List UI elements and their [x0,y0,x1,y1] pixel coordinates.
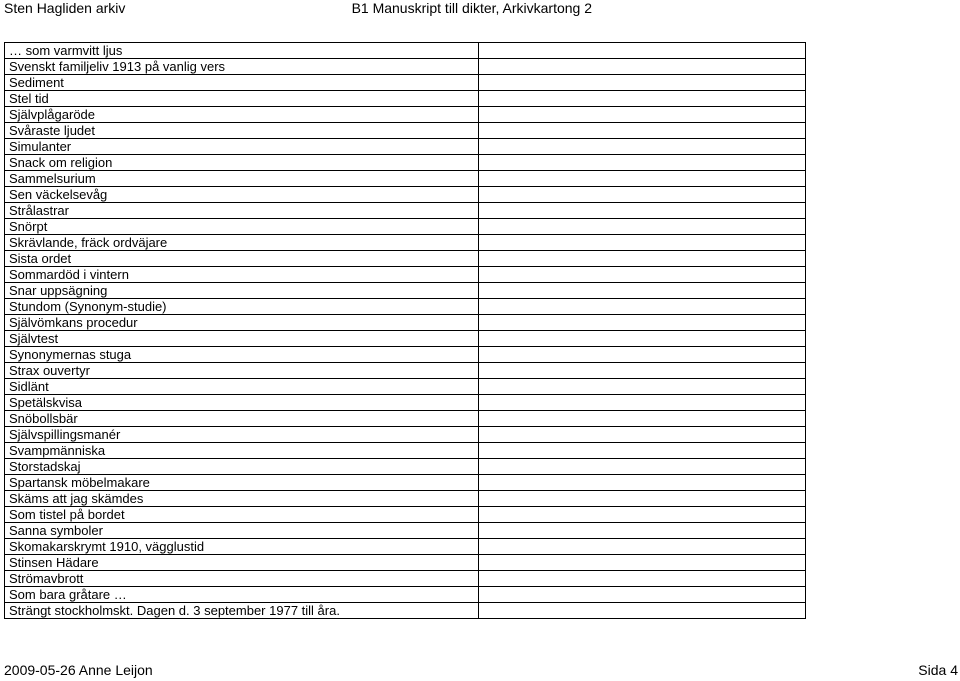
table-row [5,251,806,267]
empty-cell [479,171,806,187]
table-row [5,363,806,379]
table-row [5,395,806,411]
table-row [5,139,806,155]
manuscript-title: Snar uppsägning [5,283,479,299]
empty-cell [479,491,806,507]
table-row [5,459,806,475]
empty-cell [479,187,806,203]
table-row [5,59,806,75]
manuscript-title: Sommardöd i vintern [5,267,479,283]
empty-cell [479,267,806,283]
empty-cell [479,555,806,571]
table-row [5,235,806,251]
table-row [5,347,806,363]
empty-cell [479,107,806,123]
table-row [5,539,806,555]
empty-cell [479,443,806,459]
table-row [5,219,806,235]
manuscript-title: Strömavbrott [5,571,479,587]
empty-cell [479,43,806,59]
empty-cell [479,587,806,603]
manuscript-title: … som varmvitt ljus [5,43,479,59]
manuscript-title: Simulanter [5,139,479,155]
manuscript-title: Storstadskaj [5,459,479,475]
empty-cell [479,203,806,219]
table-row [5,75,806,91]
empty-cell [479,475,806,491]
empty-cell [479,523,806,539]
manuscript-title: Svåraste ljudet [5,123,479,139]
empty-cell [479,395,806,411]
manuscript-title: Sammelsurium [5,171,479,187]
empty-cell [479,459,806,475]
empty-cell [479,299,806,315]
footer-page-number: Sida 4 [918,662,958,678]
table-row [5,555,806,571]
empty-cell [479,251,806,267]
box-title: B1 Manuskript till dikter, Arkivkartong 2 [351,0,592,16]
footer-date-author: 2009-05-26 Anne Leijon [4,662,153,678]
archive-name: Sten Hagliden arkiv [4,0,126,16]
manuscript-table-body [5,43,806,619]
manuscript-title: Självtest [5,331,479,347]
manuscript-title: Självplågaröde [5,107,479,123]
empty-cell [479,219,806,235]
manuscript-title: Snöbollsbär [5,411,479,427]
manuscript-title: Stundom (Synonym-studie) [5,299,479,315]
manuscript-title: Sediment [5,75,479,91]
empty-cell [479,235,806,251]
manuscript-title: Snack om religion [5,155,479,171]
table-row [5,587,806,603]
empty-cell [479,571,806,587]
manuscript-title: Som bara gråtare … [5,587,479,603]
table-row [5,315,806,331]
table-row [5,571,806,587]
table-row [5,187,806,203]
table-row [5,443,806,459]
manuscript-title: Stinsen Hädare [5,555,479,571]
manuscript-title: Sidlänt [5,379,479,395]
table-row [5,91,806,107]
table-row [5,523,806,539]
manuscript-title: Sen väckelsevåg [5,187,479,203]
manuscript-title: Självömkans procedur [5,315,479,331]
table-row [5,475,806,491]
manuscript-title: Spetälskvisa [5,395,479,411]
table-row [5,267,806,283]
manuscript-table [4,42,806,619]
table-row [5,331,806,347]
table-row [5,603,806,619]
empty-cell [479,379,806,395]
empty-cell [479,331,806,347]
table-row [5,123,806,139]
table-row [5,411,806,427]
manuscript-title: Självspillingsmanér [5,427,479,443]
table-row [5,107,806,123]
empty-cell [479,347,806,363]
table-row [5,283,806,299]
table-row [5,171,806,187]
manuscript-title: Sista ordet [5,251,479,267]
empty-cell [479,603,806,619]
manuscript-title: Strax ouvertyr [5,363,479,379]
empty-cell [479,427,806,443]
table-row [5,507,806,523]
manuscript-table-container [4,42,806,619]
manuscript-title: Synonymernas stuga [5,347,479,363]
table-row [5,299,806,315]
table-row [5,155,806,171]
manuscript-title: Svampmänniska [5,443,479,459]
manuscript-title: Svenskt familjeliv 1913 på vanlig vers [5,59,479,75]
empty-cell [479,59,806,75]
empty-cell [479,75,806,91]
empty-cell [479,139,806,155]
empty-cell [479,363,806,379]
manuscript-title: Skäms att jag skämdes [5,491,479,507]
manuscript-title: Skrävlande, fräck ordväjare [5,235,479,251]
empty-cell [479,507,806,523]
manuscript-title: Strålastrar [5,203,479,219]
empty-cell [479,155,806,171]
empty-cell [479,283,806,299]
manuscript-title: Som tistel på bordet [5,507,479,523]
manuscript-title: Sanna symboler [5,523,479,539]
table-row [5,379,806,395]
manuscript-title: Strängt stockholmskt. Dagen d. 3 september 1977 till åra. [5,603,479,619]
manuscript-title: Snörpt [5,219,479,235]
empty-cell [479,539,806,555]
empty-cell [479,91,806,107]
table-row [5,203,806,219]
manuscript-title: Stel tid [5,91,479,107]
manuscript-title: Skomakarskrymt 1910, vägglustid [5,539,479,555]
empty-cell [479,123,806,139]
empty-cell [479,315,806,331]
table-row [5,43,806,59]
table-row [5,491,806,507]
empty-cell [479,411,806,427]
table-row [5,427,806,443]
manuscript-title: Spartansk möbelmakare [5,475,479,491]
